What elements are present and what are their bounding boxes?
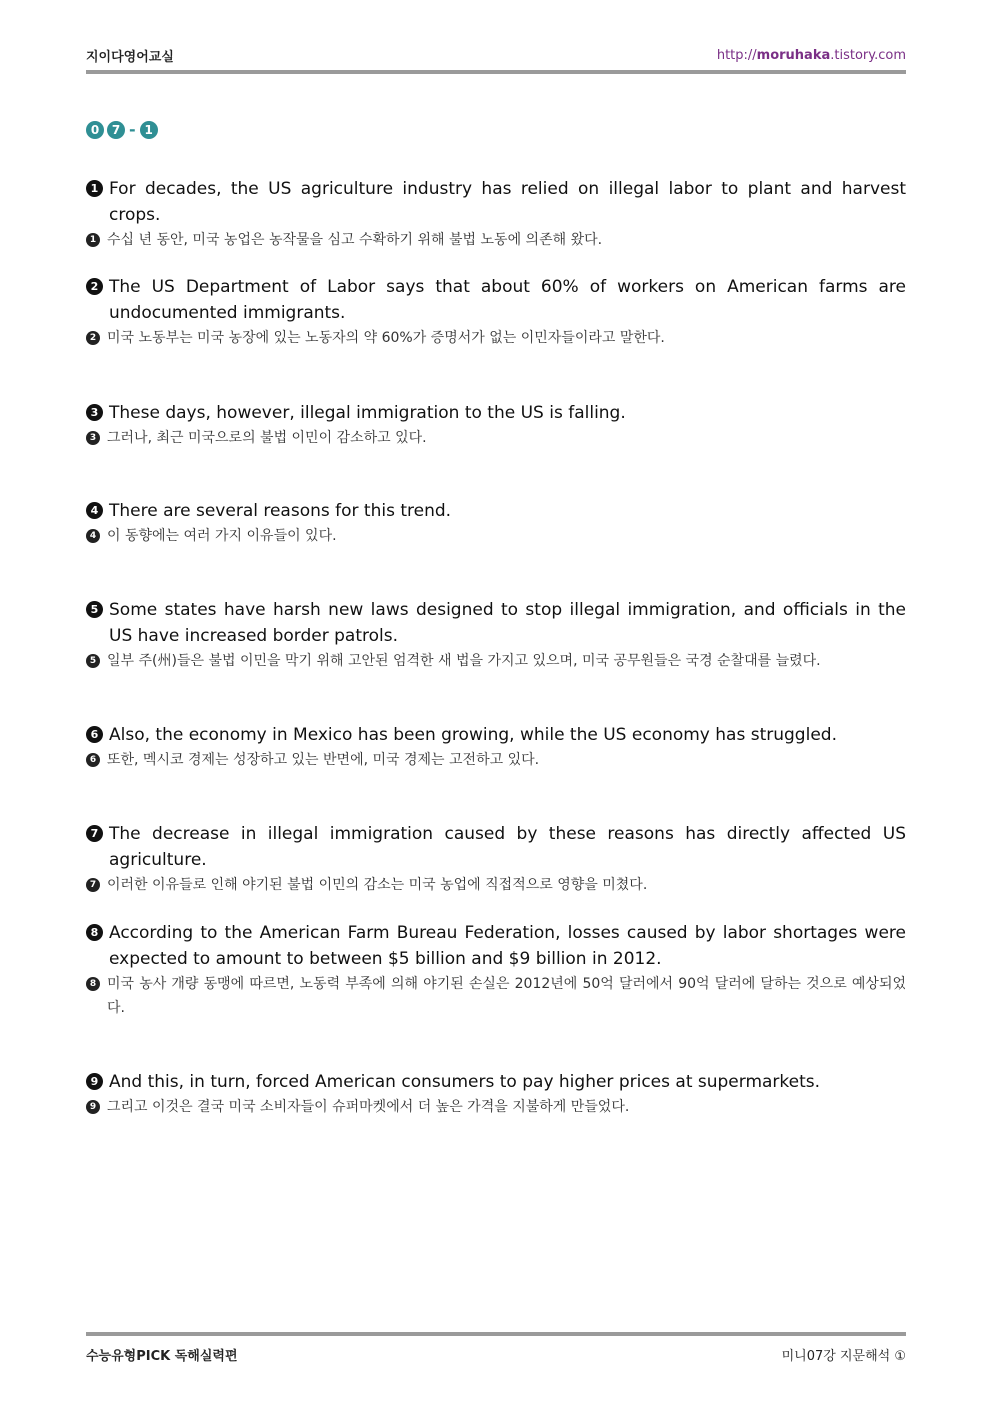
english-sentence xyxy=(86,274,906,326)
korean-translation xyxy=(86,748,906,772)
sentence-number: 9 xyxy=(86,1073,103,1090)
english-sentence xyxy=(86,920,906,972)
site-name: 지이다영어교실 xyxy=(86,49,174,65)
english-text: The US Department of Labor says that about 60% of workers on American farms are undocumented immigrants. xyxy=(109,277,906,323)
english-text: The decrease in illegal immigration caused by these reasons has directly affected US agriculture. xyxy=(109,824,906,870)
korean-text: 이 동향에는 여러 가지 이유들이 있다. xyxy=(107,528,337,544)
translation-number: 6 xyxy=(86,753,100,767)
lesson-label: 미니07강 지문해석 ① xyxy=(781,1348,906,1364)
korean-text: 그러나, 최근 미국으로의 불법 이민이 감소하고 있다. xyxy=(107,430,427,446)
english-sentence xyxy=(86,498,906,524)
sentence-7 xyxy=(86,821,906,897)
sentence-number: 6 xyxy=(86,726,103,743)
translation-number: 8 xyxy=(86,977,100,991)
korean-translation xyxy=(86,1095,906,1119)
section-label xyxy=(86,120,158,139)
sentence-9 xyxy=(86,1069,906,1119)
page-footer xyxy=(86,1344,906,1364)
korean-text: 또한, 멕시코 경제는 성장하고 있는 반면에, 미국 경제는 고전하고 있다. xyxy=(107,752,540,768)
footer-divider xyxy=(86,1332,906,1336)
korean-text: 수십 년 동안, 미국 농업은 농작물을 심고 수확하기 위해 불법 노동에 의존해 왔다. xyxy=(107,232,603,248)
url-suffix: .tistory.com xyxy=(830,47,906,63)
translation-number: 7 xyxy=(86,878,100,892)
english-sentence xyxy=(86,176,906,228)
page-header xyxy=(86,44,906,66)
sentence-6 xyxy=(86,722,906,772)
korean-translation xyxy=(86,524,906,548)
translation-number: 3 xyxy=(86,431,100,445)
sentence-number: 4 xyxy=(86,502,103,519)
sentence-1 xyxy=(86,176,906,252)
section-number-1: 1 xyxy=(140,121,158,139)
korean-translation xyxy=(86,326,906,350)
english-sentence xyxy=(86,400,906,426)
korean-text: 미국 농사 개량 동맹에 따르면, 노동력 부족에 의해 야기된 손실은 2012년에 50억 달러에서 90억 달러에 달하는 것으로 예상되었다. xyxy=(107,976,906,1016)
korean-translation xyxy=(86,873,906,897)
sentence-2 xyxy=(86,274,906,350)
english-sentence xyxy=(86,1069,906,1095)
english-sentence xyxy=(86,597,906,649)
translation-number: 5 xyxy=(86,654,100,668)
english-text: Also, the economy in Mexico has been growing, while the US economy has struggled. xyxy=(109,725,837,745)
translation-number: 2 xyxy=(86,331,100,345)
korean-translation xyxy=(86,649,906,673)
translation-number: 4 xyxy=(86,529,100,543)
english-sentence xyxy=(86,722,906,748)
book-title: 수능유형PICK 독해실력편 xyxy=(86,1348,238,1364)
section-number-0: 0 xyxy=(86,121,104,139)
korean-translation xyxy=(86,972,906,1020)
site-url[interactable] xyxy=(717,48,906,63)
url-prefix: http:// xyxy=(716,47,757,63)
sentence-number: 3 xyxy=(86,404,103,421)
sentence-number: 2 xyxy=(86,278,103,295)
translation-number: 1 xyxy=(86,233,100,247)
korean-translation xyxy=(86,426,906,450)
sentence-number: 8 xyxy=(86,924,103,941)
korean-text: 이러한 이유들로 인해 야기된 불법 이민의 감소는 미국 농업에 직접적으로 영향을 미쳤다. xyxy=(107,877,648,893)
section-dash: - xyxy=(129,120,136,139)
english-text: Some states have harsh new laws designed to stop illegal immigration, and officials in the US have increased border patrols. xyxy=(109,600,906,646)
korean-text: 일부 주(州)들은 불법 이민을 막기 위해 고안된 엄격한 새 법을 가지고 있으며, 미국 공무원들은 국경 순찰대를 늘렸다. xyxy=(107,653,821,669)
korean-text: 그리고 이것은 결국 미국 소비자들이 슈퍼마켓에서 더 높은 가격을 지불하게 만들었다. xyxy=(107,1099,630,1115)
sentence-5 xyxy=(86,597,906,673)
english-text: For decades, the US agriculture industry has relied on illegal labor to plant and harvest crops. xyxy=(109,179,906,225)
english-text: And this, in turn, forced American consumers to pay higher prices at supermarkets. xyxy=(109,1072,821,1092)
korean-text: 미국 노동부는 미국 농장에 있는 노동자의 약 60%가 증명서가 없는 이민자들이라고 말한다. xyxy=(107,330,665,346)
sentence-8 xyxy=(86,920,906,1020)
english-sentence xyxy=(86,821,906,873)
sentence-number: 5 xyxy=(86,601,103,618)
sentence-3 xyxy=(86,400,906,450)
translation-number: 9 xyxy=(86,1100,100,1114)
sentence-4 xyxy=(86,498,906,548)
section-number-7: 7 xyxy=(107,121,125,139)
english-text: There are several reasons for this trend. xyxy=(109,501,452,521)
header-divider xyxy=(86,70,906,74)
english-text: These days, however, illegal immigration to the US is falling. xyxy=(109,403,626,423)
english-text: According to the American Farm Bureau Federation, losses caused by labor shortages were expected to amount to between $5 billion and $9 billion in 2012. xyxy=(109,923,906,969)
sentence-number: 1 xyxy=(86,180,103,197)
sentence-number: 7 xyxy=(86,825,103,842)
korean-translation xyxy=(86,228,906,252)
url-domain: moruhaka xyxy=(756,47,831,63)
